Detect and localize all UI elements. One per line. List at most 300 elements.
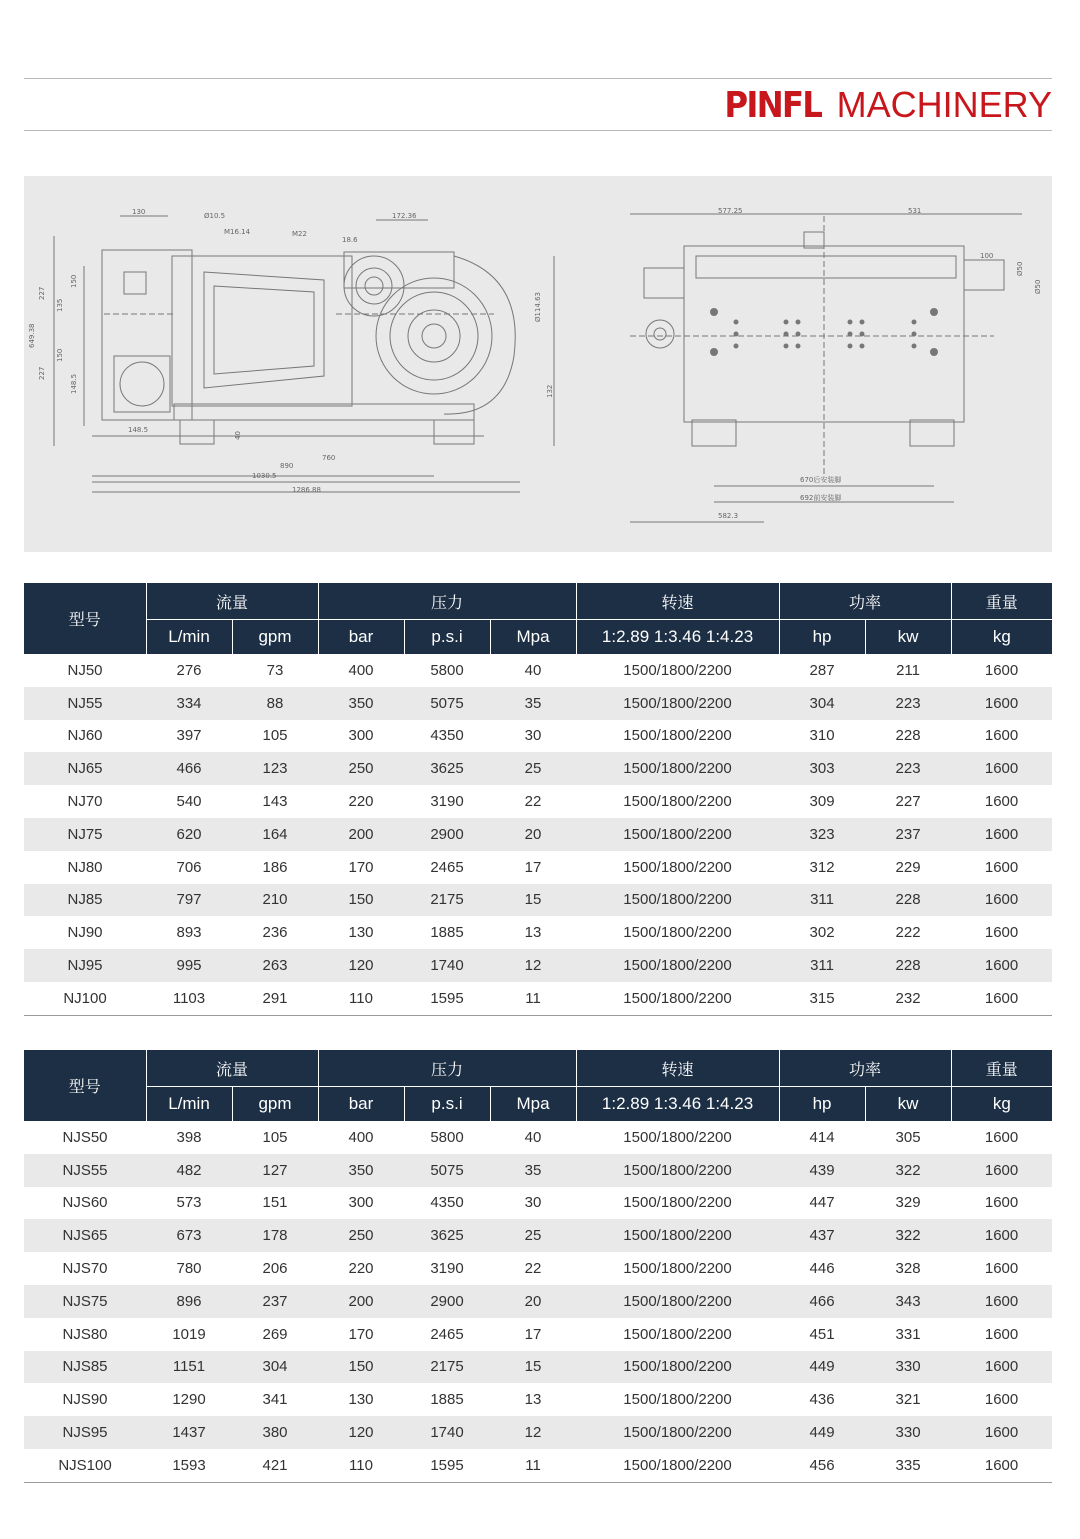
table-row <box>24 720 1052 753</box>
model-cell: NJS65 <box>24 1219 146 1252</box>
table-cell: 5075 <box>404 687 490 720</box>
model-cell: NJS75 <box>24 1285 146 1318</box>
table-cell: 1500/1800/2200 <box>623 924 732 942</box>
brand-logo-mark: PINFL <box>724 85 822 126</box>
table-cell: 120 <box>318 949 404 982</box>
table-cell: 1600 <box>951 949 1052 982</box>
table-cell: 1600 <box>951 1351 1052 1384</box>
table-cell: 322 <box>865 1154 951 1187</box>
table-cell: 40 <box>524 1128 542 1146</box>
table-cell: 287 <box>809 661 835 679</box>
model-cell: NJS80 <box>62 1325 108 1343</box>
table-cell: 1500/1800/2200 <box>576 687 779 720</box>
table-cell: 311 <box>779 949 865 982</box>
unit-bar: bar <box>318 620 404 655</box>
table-cell: 105 <box>262 727 288 745</box>
table-cell: 1600 <box>984 858 1019 876</box>
table-cell: 1600 <box>984 793 1019 811</box>
dim-label: 148.5 <box>70 373 78 394</box>
table-cell: 397 <box>176 727 202 745</box>
table-cell: 17 <box>524 858 542 876</box>
table-cell: 269 <box>262 1325 288 1343</box>
dim-label: M16.14 <box>224 228 251 236</box>
table-cell: 250 <box>318 752 404 785</box>
dim-label: 582.3 <box>718 512 739 520</box>
table-cell: 1600 <box>984 924 1019 942</box>
table-cell: 2900 <box>404 1285 490 1318</box>
unit-mpa: Mpa <box>490 620 576 655</box>
pump-drawing-svg <box>24 176 1052 552</box>
table-cell: 331 <box>895 1325 921 1343</box>
table-cell: 2465 <box>430 1325 464 1343</box>
header-flow: 流量 <box>146 1050 318 1087</box>
table-cell: 315 <box>779 982 865 1015</box>
table-cell: 15 <box>490 1351 576 1384</box>
brand-logo <box>719 84 1052 124</box>
table-cell: 350 <box>318 687 404 720</box>
table-cell: 414 <box>809 1128 835 1146</box>
table-cell: 1500/1800/2200 <box>623 1391 732 1409</box>
unit-gpm: gpm <box>232 1087 318 1122</box>
table-cell: 1593 <box>146 1449 232 1482</box>
model-cell: NJ100 <box>24 982 146 1015</box>
dim-label: 100 <box>980 252 994 260</box>
table-cell: 228 <box>865 884 951 917</box>
table-cell: 797 <box>146 884 232 917</box>
table-row <box>24 916 1052 949</box>
dim-label: 132 <box>546 384 554 398</box>
unit-lmin: L/min <box>146 620 232 655</box>
dim-label: 692前安装脚 <box>800 494 842 502</box>
table-cell: 127 <box>232 1154 318 1187</box>
table-cell: 1600 <box>951 884 1052 917</box>
table-cell: 5075 <box>404 1154 490 1187</box>
table-cell: 1500/1800/2200 <box>623 858 732 876</box>
table-cell: 13 <box>524 1391 542 1409</box>
table-cell: 330 <box>865 1351 951 1384</box>
table-cell: 12 <box>490 1416 576 1449</box>
model-cell: NJ90 <box>67 924 103 942</box>
table-cell: 1290 <box>172 1391 206 1409</box>
table-cell: 170 <box>348 858 374 876</box>
unit-hp: hp <box>779 1087 865 1122</box>
dim-label: 150 <box>56 348 64 362</box>
spec-table-njs-body <box>24 1121 1052 1482</box>
table-cell: 1500/1800/2200 <box>623 793 732 811</box>
table-cell: 150 <box>318 1351 404 1384</box>
table-cell: 896 <box>146 1285 232 1318</box>
table-cell: 4350 <box>430 727 464 745</box>
table-cell: 220 <box>348 1260 374 1278</box>
table-cell: 151 <box>262 1194 288 1212</box>
table-cell: 380 <box>232 1416 318 1449</box>
dim-label: 760 <box>322 454 336 462</box>
table-cell: 120 <box>318 1416 404 1449</box>
table-cell: 620 <box>146 818 232 851</box>
table-cell: 1600 <box>951 1416 1052 1449</box>
table-cell: 334 <box>146 687 232 720</box>
dim-label: 135 <box>56 298 64 312</box>
table-cell: 1600 <box>951 1285 1052 1318</box>
table-cell: 1500/1800/2200 <box>576 818 779 851</box>
table-cell: 329 <box>895 1194 921 1212</box>
table-row <box>24 1318 1052 1351</box>
dim-label: 227 <box>38 286 46 300</box>
header-pressure: 压力 <box>318 583 576 620</box>
table-cell: 449 <box>779 1416 865 1449</box>
model-cell: NJS55 <box>24 1154 146 1187</box>
dim-label: 531 <box>908 207 922 215</box>
dim-label: 890 <box>280 462 294 470</box>
table-row <box>24 1252 1052 1285</box>
table-cell: 2465 <box>430 858 464 876</box>
table-cell: 995 <box>146 949 232 982</box>
table-cell: 17 <box>524 1325 542 1343</box>
table-cell: 1595 <box>404 982 490 1015</box>
table-cell: 130 <box>348 1391 374 1409</box>
table-cell: 206 <box>262 1260 288 1278</box>
table-cell: 237 <box>232 1285 318 1318</box>
table-cell: 1600 <box>984 1194 1019 1212</box>
table-cell: 312 <box>809 858 835 876</box>
table-row <box>24 1351 1052 1384</box>
table-cell: 200 <box>318 818 404 851</box>
table-cell: 398 <box>176 1128 202 1146</box>
table-cell: 330 <box>865 1416 951 1449</box>
dim-label: 130 <box>132 208 146 216</box>
table-cell: 1600 <box>951 818 1052 851</box>
dim-label: M22 <box>292 230 307 238</box>
table-cell: 40 <box>524 661 542 679</box>
table-cell: 211 <box>896 661 920 679</box>
table-cell: 421 <box>232 1449 318 1482</box>
model-cell: NJ70 <box>67 793 103 811</box>
table-row <box>24 1383 1052 1416</box>
dim-label: 40 <box>234 431 242 440</box>
header-speed: 转速 <box>576 1050 779 1087</box>
table-cell: 305 <box>895 1128 921 1146</box>
side-view <box>54 216 554 492</box>
table-cell: 1600 <box>984 1260 1019 1278</box>
drawing-dimension-labels <box>28 207 1042 520</box>
table-cell: 22 <box>524 1260 542 1278</box>
table-cell: 223 <box>865 752 951 785</box>
table-cell: 400 <box>348 1128 374 1146</box>
model-cell: NJ95 <box>24 949 146 982</box>
table-cell: 322 <box>865 1219 951 1252</box>
table-cell: 1600 <box>984 1325 1019 1343</box>
table-cell: 13 <box>524 924 542 942</box>
model-cell: NJ50 <box>67 661 103 679</box>
table-cell: 1500/1800/2200 <box>623 1128 732 1146</box>
table-cell: 2175 <box>404 884 490 917</box>
table-cell: 449 <box>779 1351 865 1384</box>
table-cell: 1600 <box>984 1128 1019 1146</box>
table-cell: 229 <box>895 858 921 876</box>
table-cell: 223 <box>865 687 951 720</box>
unit-bar: bar <box>318 1087 404 1122</box>
table-cell: 2900 <box>404 818 490 851</box>
table-cell: 1500/1800/2200 <box>576 752 779 785</box>
table-cell: 1500/1800/2200 <box>576 982 779 1015</box>
table-cell: 466 <box>779 1285 865 1318</box>
table-row <box>24 1416 1052 1449</box>
table-cell: 335 <box>865 1449 951 1482</box>
table-cell: 276 <box>176 661 202 679</box>
table-cell: 222 <box>895 924 921 942</box>
table-row <box>24 1154 1052 1187</box>
table-cell: 1500/1800/2200 <box>576 1154 779 1187</box>
table-row <box>24 1285 1052 1318</box>
unit-kg: kg <box>951 620 1052 655</box>
header-speed: 转速 <box>576 583 779 620</box>
table-cell: 228 <box>865 949 951 982</box>
table-cell: 300 <box>348 727 374 745</box>
table-cell: 227 <box>895 793 921 811</box>
dim-label: 649.38 <box>28 323 36 348</box>
table-cell: 1500/1800/2200 <box>576 1449 779 1482</box>
table-cell: 20 <box>490 1285 576 1318</box>
table-cell: 25 <box>490 752 576 785</box>
table-cell: 1600 <box>951 1449 1052 1482</box>
table-row <box>24 949 1052 982</box>
table-cell: 321 <box>895 1391 921 1409</box>
unit-kg: kg <box>951 1087 1052 1122</box>
dim-label: Ø114.63 <box>534 291 542 322</box>
table-cell: 210 <box>232 884 318 917</box>
unit-lmin: L/min <box>146 1087 232 1122</box>
table-cell: 143 <box>262 793 288 811</box>
table-cell: 1600 <box>951 982 1052 1015</box>
table-cell: 3625 <box>404 1219 490 1252</box>
table-cell: 341 <box>262 1391 288 1409</box>
unit-gpm: gpm <box>232 620 318 655</box>
table-cell: 1500/1800/2200 <box>623 727 732 745</box>
table-cell: 1600 <box>951 1219 1052 1252</box>
header-power: 功率 <box>779 1050 951 1087</box>
table-cell: 200 <box>318 1285 404 1318</box>
table-cell: 1103 <box>146 982 232 1015</box>
top-rule <box>24 78 1052 79</box>
table-cell: 1740 <box>404 949 490 982</box>
table-cell: 170 <box>348 1325 374 1343</box>
dim-label: 172.36 <box>392 212 417 220</box>
header-weight: 重量 <box>951 1050 1052 1087</box>
unit-ratio: 1:2.89 1:3.46 1:4.23 <box>576 620 779 655</box>
table-cell: 110 <box>318 1449 404 1482</box>
table-cell: 482 <box>146 1154 232 1187</box>
unit-mpa: Mpa <box>490 1087 576 1122</box>
table-cell: 5800 <box>430 1128 464 1146</box>
table-cell: 3625 <box>404 752 490 785</box>
table-cell: 304 <box>779 687 865 720</box>
dim-label: 18.6 <box>342 236 358 244</box>
table-cell: 447 <box>809 1194 835 1212</box>
model-cell: NJS85 <box>24 1351 146 1384</box>
table-cell: 88 <box>232 687 318 720</box>
dim-label: 148.5 <box>128 426 149 434</box>
header-model: 型号 <box>24 583 146 654</box>
table-cell: 30 <box>524 1194 542 1212</box>
table-cell: 178 <box>232 1219 318 1252</box>
table-cell: 540 <box>176 793 202 811</box>
model-cell: NJ55 <box>24 687 146 720</box>
table-cell: 436 <box>809 1391 835 1409</box>
table-cell: 291 <box>232 982 318 1015</box>
dim-label: Ø50 <box>1016 261 1024 276</box>
header-flow: 流量 <box>146 583 318 620</box>
table-cell: 1885 <box>430 1391 464 1409</box>
table-row <box>24 687 1052 720</box>
table-cell: 1600 <box>951 752 1052 785</box>
table-cell: 456 <box>779 1449 865 1482</box>
spec-table-njs <box>24 1050 1052 1483</box>
spec-table-nj <box>24 583 1052 1016</box>
table-cell: 123 <box>232 752 318 785</box>
table-cell: 350 <box>318 1154 404 1187</box>
table-cell: 250 <box>318 1219 404 1252</box>
table-row <box>24 1121 1052 1154</box>
table-cell: 1740 <box>404 1416 490 1449</box>
table-cell: 780 <box>176 1260 202 1278</box>
table-cell: 130 <box>348 924 374 942</box>
model-cell: NJ60 <box>67 727 103 745</box>
model-cell: NJ85 <box>24 884 146 917</box>
table-cell: 1019 <box>172 1325 206 1343</box>
table-row <box>24 785 1052 818</box>
table-cell: 232 <box>865 982 951 1015</box>
table-row <box>24 1449 1052 1482</box>
table-row <box>24 982 1052 1015</box>
table-cell: 451 <box>809 1325 835 1343</box>
table-cell: 1500/1800/2200 <box>576 1285 779 1318</box>
dim-label: 150 <box>70 274 78 288</box>
table-cell: 439 <box>779 1154 865 1187</box>
table-cell: 328 <box>895 1260 921 1278</box>
brand-logo-text: MACHINERY <box>836 84 1052 125</box>
table-cell: 164 <box>232 818 318 851</box>
model-cell: NJ75 <box>24 818 146 851</box>
table-cell: 1437 <box>146 1416 232 1449</box>
table-cell: 12 <box>490 949 576 982</box>
header-power: 功率 <box>779 583 951 620</box>
table-row <box>24 818 1052 851</box>
unit-ratio: 1:2.89 1:3.46 1:4.23 <box>576 1087 779 1122</box>
table-cell: 150 <box>318 884 404 917</box>
model-cell: NJS100 <box>24 1449 146 1482</box>
unit-psi: p.s.i <box>404 1087 490 1122</box>
table-cell: 303 <box>779 752 865 785</box>
table-cell: 4350 <box>430 1194 464 1212</box>
unit-kw: kw <box>865 1087 951 1122</box>
table-row <box>24 851 1052 884</box>
table-cell: 323 <box>779 818 865 851</box>
table-cell: 15 <box>490 884 576 917</box>
model-cell: NJS50 <box>62 1128 108 1146</box>
unit-kw: kw <box>865 620 951 655</box>
table-cell: 237 <box>865 818 951 851</box>
table-cell: 5800 <box>430 661 464 679</box>
table-row <box>24 654 1052 687</box>
model-cell: NJS60 <box>62 1194 108 1212</box>
table-cell: 263 <box>232 949 318 982</box>
table-cell: 1500/1800/2200 <box>623 1325 732 1343</box>
dim-label: Ø10.5 <box>204 212 226 220</box>
table-cell: 304 <box>232 1351 318 1384</box>
table-cell: 1600 <box>984 1391 1019 1409</box>
table-cell: 302 <box>809 924 835 942</box>
table-cell: 35 <box>490 1154 576 1187</box>
table-cell: 706 <box>176 858 202 876</box>
table-cell: 1885 <box>430 924 464 942</box>
table-cell: 466 <box>146 752 232 785</box>
table-cell: 1500/1800/2200 <box>576 1416 779 1449</box>
dim-label: 1030.5 <box>252 472 277 480</box>
table-cell: 186 <box>262 858 288 876</box>
table-row <box>24 884 1052 917</box>
table-cell: 310 <box>809 727 835 745</box>
table-cell: 20 <box>490 818 576 851</box>
table-cell: 1500/1800/2200 <box>576 1351 779 1384</box>
table-cell: 30 <box>524 727 542 745</box>
spec-table-nj-body <box>24 654 1052 1015</box>
table-cell: 110 <box>318 982 404 1015</box>
table-cell: 11 <box>490 982 576 1015</box>
table-row <box>24 1187 1052 1220</box>
table-cell: 1500/1800/2200 <box>623 661 732 679</box>
dim-label: 670后安装脚 <box>800 476 842 484</box>
table-cell: 1500/1800/2200 <box>576 949 779 982</box>
table-cell: 220 <box>348 793 374 811</box>
dim-label: 1286.88 <box>292 486 321 494</box>
table-cell: 1600 <box>951 687 1052 720</box>
header-model: 型号 <box>24 1050 146 1121</box>
model-cell: NJ65 <box>24 752 146 785</box>
table-cell: 11 <box>490 1449 576 1482</box>
header-weight: 重量 <box>951 583 1052 620</box>
table-cell: 309 <box>809 793 835 811</box>
table-cell: 2175 <box>404 1351 490 1384</box>
table-cell: 3190 <box>430 793 464 811</box>
table-cell: 893 <box>176 924 202 942</box>
table-row <box>24 1219 1052 1252</box>
table-cell: 400 <box>348 661 374 679</box>
table-cell: 22 <box>524 793 542 811</box>
table-cell: 437 <box>779 1219 865 1252</box>
table-cell: 311 <box>779 884 865 917</box>
table-cell: 1500/1800/2200 <box>576 1219 779 1252</box>
dim-label: 227 <box>38 366 46 380</box>
unit-psi: p.s.i <box>404 620 490 655</box>
dim-label: Ø50 <box>1034 279 1042 294</box>
table-cell: 1500/1800/2200 <box>576 884 779 917</box>
table-cell: 1600 <box>984 727 1019 745</box>
table-cell: 300 <box>348 1194 374 1212</box>
table-cell: 1151 <box>146 1351 232 1384</box>
table-cell: 1595 <box>404 1449 490 1482</box>
unit-hp: hp <box>779 620 865 655</box>
model-cell: NJS95 <box>24 1416 146 1449</box>
header-rule <box>24 130 1052 131</box>
table-cell: 228 <box>895 727 921 745</box>
table-cell: 1600 <box>984 661 1019 679</box>
model-cell: NJS90 <box>62 1391 108 1409</box>
table-cell: 1500/1800/2200 <box>623 1194 732 1212</box>
table-cell: 673 <box>146 1219 232 1252</box>
table-cell: 236 <box>262 924 288 942</box>
model-cell: NJ80 <box>67 858 103 876</box>
model-cell: NJS70 <box>62 1260 108 1278</box>
